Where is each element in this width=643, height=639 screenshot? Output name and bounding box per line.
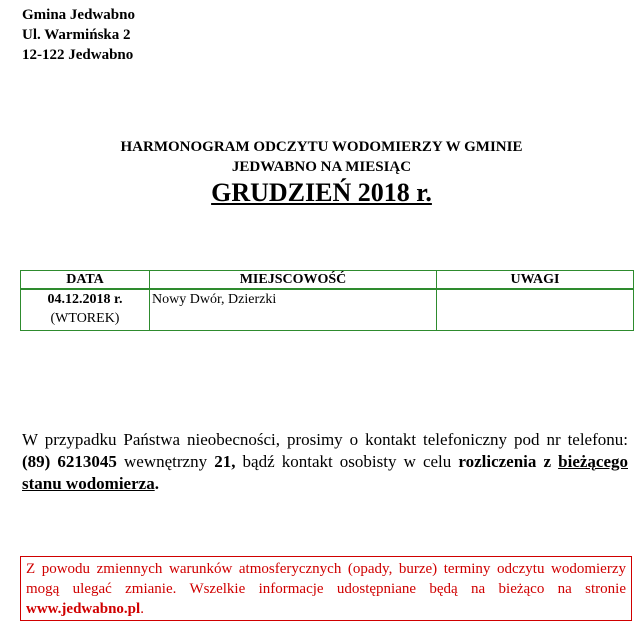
schedule-table	[20, 270, 634, 331]
contact-text-3: bądź kontakt osobisty w celu	[235, 452, 459, 471]
row-date: 04.12.2018 r.	[47, 292, 123, 307]
contact-text-2: wewnętrzny	[116, 452, 215, 471]
contact-bold-underlined: bieżącego stanu wodomierza	[22, 452, 628, 493]
title-line-1: HARMONOGRAM ODCZYTU WODOMIERZY W GMINIE	[120, 139, 523, 155]
row-weekday: (WTOREK)	[50, 311, 120, 326]
address-line-street: Ul. Warmińska 2	[22, 27, 131, 43]
cell-notes	[437, 289, 634, 331]
notice-website-link[interactable]: www.jedwabno.pl	[26, 601, 141, 617]
cell-date	[21, 289, 150, 331]
table-header-row	[21, 271, 634, 290]
cell-place: Nowy Dwór, Dzierzki	[150, 289, 437, 331]
title-month: GRUDZIEŃ 2018 r.	[211, 178, 432, 207]
header-place: MIEJSCOWOŚĆ	[150, 271, 437, 290]
table-row	[21, 289, 634, 331]
document-title	[0, 137, 643, 208]
contact-extension: 21,	[214, 452, 236, 471]
contact-paragraph	[22, 429, 628, 495]
contact-period: .	[154, 474, 159, 493]
contact-phone: (89) 6213045	[22, 452, 117, 471]
address-line-postal: 12-122 Jedwabno	[22, 47, 134, 63]
title-line-2: JEDWABNO NA MIESIĄC	[231, 159, 412, 175]
notice-end: .	[140, 601, 144, 617]
header-notes: UWAGI	[437, 271, 634, 290]
address-line-name: Gmina Jedwabno	[22, 7, 135, 23]
contact-bold-1: rozliczenia z	[458, 452, 559, 471]
municipality-address	[22, 5, 135, 65]
contact-text-1: W przypadku Państwa nieobecności, prosimy o kontakt telefoniczny pod nr telefonu:	[22, 430, 628, 449]
header-date: DATA	[21, 271, 150, 290]
notice-text: Z powodu zmiennych warunków atmosferycznych (opady, burze) terminy odczytu wodomierzy mogą ulegać zmianie. Wszelkie informacje udostępniane będą na bieżąco na stronie	[26, 561, 626, 597]
weather-notice	[20, 556, 632, 621]
